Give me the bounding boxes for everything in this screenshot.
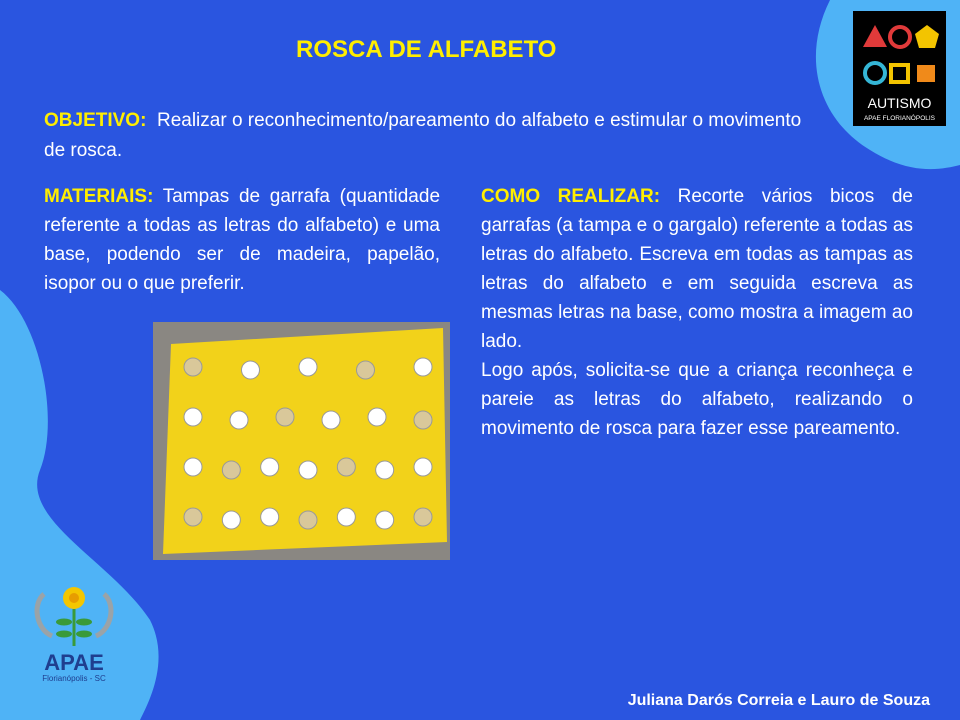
page-title: ROSCA DE ALFABETO	[296, 36, 557, 63]
bottle-cap	[242, 361, 260, 379]
apae-logo-name: APAE	[44, 650, 104, 675]
bottle-cap	[414, 411, 432, 429]
footer-authors: Juliana Darós Correia e Lauro de Souza	[627, 692, 930, 709]
bottle-cap	[337, 458, 355, 476]
alphabet-board-photo	[153, 322, 450, 560]
bottle-cap	[322, 411, 340, 429]
autismo-logo-subtitle: APAE FLORIANÓPOLIS	[863, 115, 936, 122]
apae-logo-subtitle: Florianópolis - SC	[42, 674, 106, 683]
autismo-logo	[853, 11, 946, 126]
bottle-cap	[299, 511, 317, 529]
bottle-cap	[337, 508, 355, 526]
how-to-paragraph-1	[481, 182, 913, 356]
materials-label: MATERIAIS:	[44, 186, 154, 207]
objective-paragraph	[44, 106, 804, 166]
bottle-cap	[230, 411, 248, 429]
objective-label: OBJETIVO:	[44, 110, 147, 131]
bottle-cap	[222, 511, 240, 529]
how-to-section	[481, 182, 913, 443]
bottle-cap	[357, 361, 375, 379]
bottle-cap	[276, 408, 294, 426]
bottle-cap	[222, 461, 240, 479]
bottle-cap	[376, 511, 394, 529]
how-to-text-1: Recorte vários bicos de garrafas (a tampa e o gargalo) referente a todas as letras do alfabeto. Escreva em todas as tampas as letras do alfabeto e em seguida escreva as mesmas letras na base, como mostra a imagem ao lado.	[481, 186, 913, 352]
bottle-cap	[261, 508, 279, 526]
apae-logo	[22, 574, 126, 684]
objective-text: Realizar o reconhecimento/pareamento do alfabeto e estimular o movimento de rosca.	[44, 110, 802, 161]
materials-text: Tampas de garrafa (quantidade referente a todas as letras do alfabeto) e uma base, podendo ser de madeira, papelão, isopor ou o que preferir.	[44, 186, 441, 294]
bottle-cap	[184, 408, 202, 426]
bottle-cap	[299, 461, 317, 479]
how-to-label: COMO REALIZAR:	[481, 186, 661, 207]
bottle-cap	[299, 358, 317, 376]
materials-paragraph	[44, 182, 440, 298]
bottle-cap	[184, 358, 202, 376]
bottle-cap	[261, 458, 279, 476]
bottle-cap	[414, 508, 432, 526]
bottle-cap	[184, 458, 202, 476]
bottle-cap	[414, 458, 432, 476]
bottle-cap	[184, 508, 202, 526]
bottle-cap	[414, 358, 432, 376]
bottle-cap	[376, 461, 394, 479]
how-to-paragraph-2: Logo após, solicita-se que a criança reconheça e pareie as letras do alfabeto, realizando o movimento de rosca para fazer esse pareamento.	[481, 360, 913, 439]
autismo-logo-name: AUTISMO	[867, 95, 932, 111]
bottle-cap	[368, 408, 386, 426]
